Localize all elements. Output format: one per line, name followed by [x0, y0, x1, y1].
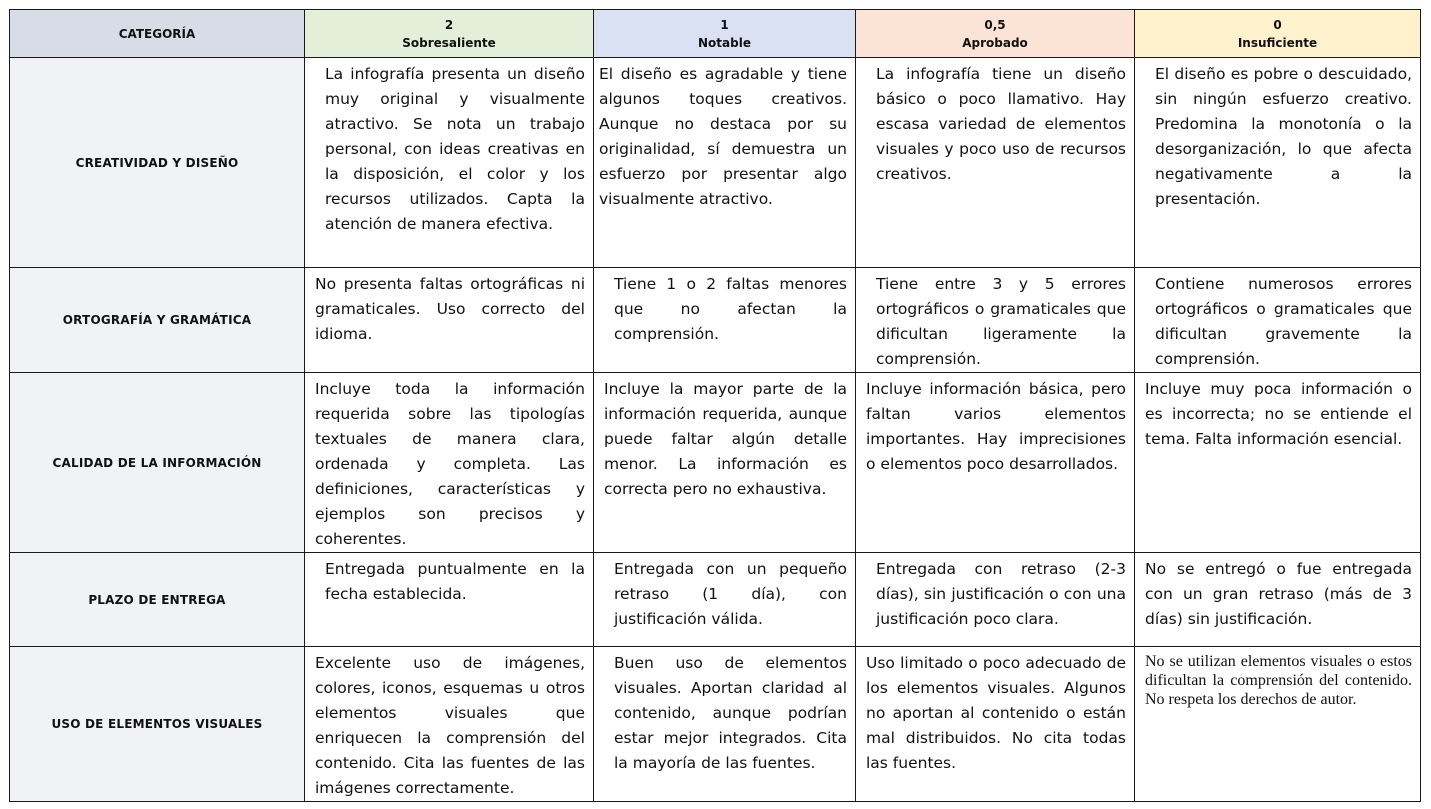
criterion-cell: Entregada con un pequeño retraso (1 día), con justificación válida. — [594, 553, 856, 647]
criterion-cell: Incluye la mayor parte de la información requerida, aunque puede faltar algún detalle menor. La información es correcta pero no exhaustiva. — [594, 373, 856, 553]
criterion-cell: Entregada puntualmente en la fecha establecida. — [305, 553, 594, 647]
row-elementos-visuales — [10, 647, 1421, 802]
category-cell: CALIDAD DE LA INFORMACIÓN — [10, 373, 305, 553]
criterion-cell: No presenta faltas ortográficas ni gramaticales. Uso correcto del idioma. — [305, 268, 594, 373]
criterion-cell: No se utilizan elementos visuales o estos dificultan la comprensión del contenido. No respeta los derechos de autor. — [1135, 647, 1421, 802]
criterion-cell: Tiene entre 3 y 5 errores ortográficos o gramaticales que dificultan ligeramente la comprensión. — [856, 268, 1135, 373]
level-label: Sobresaliente — [402, 35, 496, 50]
criterion-cell: Uso limitado o poco adecuado de los elementos visuales. Algunos no aportan al contenido o están mal distribuidos. No cita todas las fuentes. — [856, 647, 1135, 802]
category-cell: USO DE ELEMENTOS VISUALES — [10, 647, 305, 802]
level-score: 1 — [720, 17, 729, 32]
criterion-cell: Contiene numerosos errores ortográficos o gramaticales que dificultan gravemente la comprensión. — [1135, 268, 1421, 373]
criterion-cell: El diseño es pobre o descuidado, sin ningún esfuerzo creativo. Predomina la monotonía o la desorganización, lo que afecta negativamente a la presentación. — [1135, 58, 1421, 268]
level-score: 0,5 — [984, 17, 1006, 32]
criterion-cell: El diseño es agradable y tiene algunos toques creativos. Aunque no destaca por su originalidad, sí demuestra un esfuerzo por presentar algo visualmente atractivo. — [594, 58, 856, 268]
criterion-cell: Incluye toda la información requerida sobre las tipologías textuales de manera clara, ordenada y completa. Las definiciones, características y ejemplos son precisos y coherentes. — [305, 373, 594, 553]
level-label: Insuficiente — [1237, 35, 1318, 50]
category-cell: ORTOGRAFÍA Y GRAMÁTICA — [10, 268, 305, 373]
criterion-cell: Tiene 1 o 2 faltas menores que no afectan la comprensión. — [594, 268, 856, 373]
level-header-sobresaliente — [305, 10, 594, 58]
row-ortografia — [10, 268, 1421, 373]
criterion-cell: Buen uso de elementos visuales. Aportan claridad al contenido, aunque podrían estar mejor integrados. Cita la mayoría de las fuentes. — [594, 647, 856, 802]
category-header: CATEGORÍA — [10, 10, 305, 58]
rubric-table — [9, 9, 1421, 802]
category-cell: PLAZO DE ENTREGA — [10, 553, 305, 647]
category-cell: CREATIVIDAD Y DISEÑO — [10, 58, 305, 268]
criterion-cell: La infografía presenta un diseño muy original y visualmente atractivo. Se nota un trabajo personal, con ideas creativas en la disposición, el color y los recursos utilizados. Capta la atención de manera efectiva. — [305, 58, 594, 268]
criterion-cell: No se entregó o fue entregada con un gran retraso (más de 3 días) sin justificación. — [1135, 553, 1421, 647]
level-score: 0 — [1273, 17, 1282, 32]
level-label: Notable — [698, 35, 751, 50]
row-calidad — [10, 373, 1421, 553]
level-header-aprobado — [856, 10, 1135, 58]
criterion-cell: Excelente uso de imágenes, colores, iconos, esquemas u otros elementos visuales que enriquecen la comprensión del contenido. Cita las fuentes de las imágenes correctamente. — [305, 647, 594, 802]
criterion-cell: La infografía tiene un diseño básico o poco llamativo. Hay escasa variedad de elementos visuales y poco uso de recursos creativos. — [856, 58, 1135, 268]
level-label: Aprobado — [962, 35, 1028, 50]
row-plazo — [10, 553, 1421, 647]
level-header-insuficiente — [1135, 10, 1421, 58]
criterion-cell: Incluye muy poca información o es incorrecta; no se entiende el tema. Falta información esencial. — [1135, 373, 1421, 553]
level-score: 2 — [444, 17, 454, 32]
level-header-notable — [594, 10, 856, 58]
header-row — [10, 10, 1421, 58]
row-creatividad — [10, 58, 1421, 268]
criterion-cell: Incluye información básica, pero faltan varios elementos importantes. Hay imprecisiones o elementos poco desarrollados. — [856, 373, 1135, 553]
criterion-cell: Entregada con retraso (2-3 días), sin justificación o con una justificación poco clara. — [856, 553, 1135, 647]
